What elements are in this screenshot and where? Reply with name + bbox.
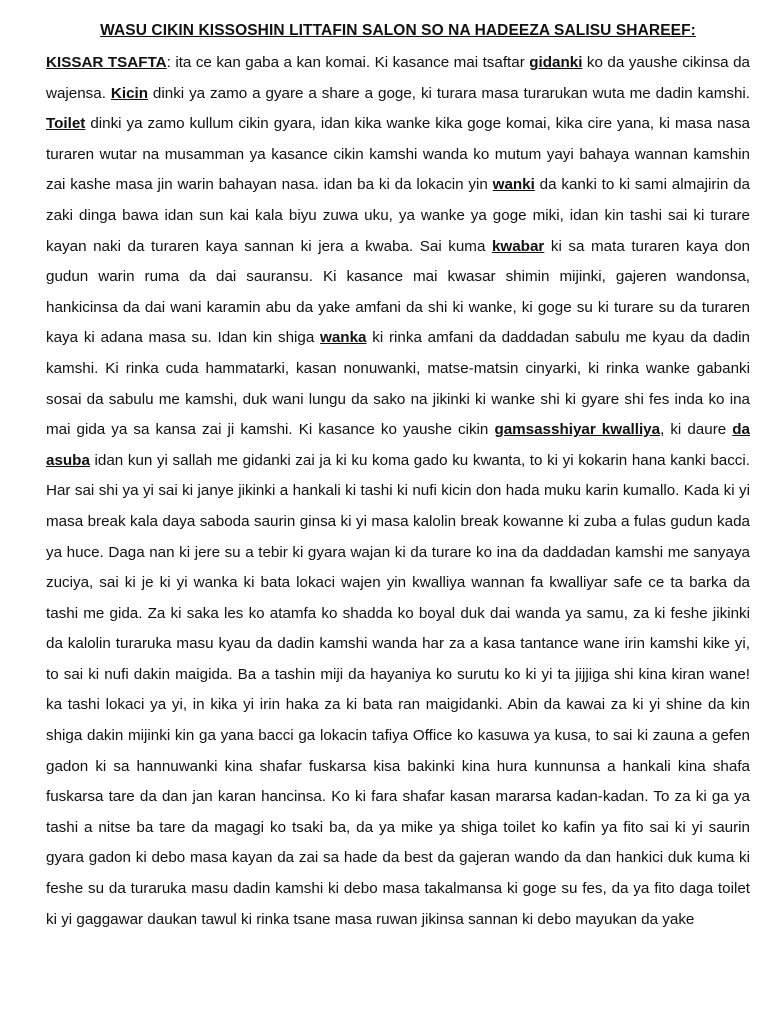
document-body-paragraph [46, 48, 750, 935]
document-page [46, 20, 750, 935]
keyword-term: Toilet [46, 115, 86, 133]
text-run: ko da yaushe cikinsa da wajensa. [46, 54, 750, 102]
text-run: idan kun yi sallah me gidanki zai ja ki ku koma gado ku kwanta, to ki yi kokarin hana kanki bacci. Har sai shi ya yi sai ki janye jikinki a hankali ki tashi ki nufi kicin don hada muku karin kumallo. Kada ki yi masa break kala daya saboda saurin ginsa ki yi masa kalolin break kowanne ki zuba a fulas gudun kada ya huce. Daga nan ki jere su a tebir ki gyara wajan ki da turare ko ina da daddadan kamshi me sanyaya zuciya, sai ki je ki yi wanka ki bata lokaci wajen yin kwalliya wannan fa kwalliyar safe ce ta barka da tashi me gida. Za ki saka les ko atamfa ko shadda ko boyal duk dai wanda ya samu, za ki feshe jikinki da kalolin turaruka masu kyau da dadin kamshi wanda har za a kasa tantance wane irin kamshi kike yi, to sai ki nufi dakin maigida. Ba a tashin miji da hayaniya ko surutu ko ki yi ta jijjiga shi kina kiran wane! ka tashi lokaci ya yi, in kika yi irin haka za ki bata ran maigidanki. Abin da kawai za ki yi shine da kin shiga dakin mijinki kin ga yana bacci ga lokacin tafiya Office ko kasuwa ya kusa, to sai ki zauna a gefen gadon ki sa hannuwanki kina shafar fuskarsa kisa bakinki kina hura kunnunsa a hankali kina shafa fuskarsa tare da dan jan karan hancinsa. Ko ki fara shafar kasan mararsa kadan-kadan. To za ki ga ya tashi a nitse ba tare da magagi ko tsaki ba, da ya mike ya shiga toilet ko kafin ya fito sai ki yi saurin gyara gadon ki debo masa kayan da zai sa hade da best da gajeran wando da dan hankici duk kuma ki feshe su da turaruka masu dadin kamshi ki debo masa takalmansa ki goge su fes, da ya fito daga toilet ki yi gaggawar daukan tawul ki rinka tsane masa ruwan jikinsa sannan ki debo mayukan da yake [46, 451, 750, 928]
keyword-term: KISSAR TSAFTA [46, 54, 167, 71]
keyword-term: kwabar [491, 237, 545, 255]
keyword-term: Kicin [110, 84, 149, 102]
text-run: , ki daure [660, 421, 733, 439]
keyword-term: gidanki [529, 54, 583, 71]
text-run: dinki ya zamo a gyare a share a goge, ki turara masa turarukan wuta me dadin kamshi. [148, 84, 750, 102]
text-run: : ita ce kan gaba a kan komai. Ki kasance mai tsaftar [166, 54, 530, 71]
text-run: ki rinka amfani da daddadan sabulu me kyau da dadin kamshi. Ki rinka cuda hammatarki, kasan nonuwanki, matse-matsin cinyarki, ki rinka wanke gabanki sosai da sabulu me kamshi, duk wani lungu da sako na jikinki ki wanke shi ki gyare shi fes inda ko ina mai gida ya sa kansa zai ji kamshi. Ki kasance ko yaushe cikin [46, 329, 751, 439]
keyword-term: da asuba [46, 421, 750, 469]
keyword-term: wanki [492, 176, 535, 194]
text-run: dinki ya zamo kullum cikin gyara, idan kika wanke kika goge komai, kika cire yana, ki masa nasa turaren wutar na musamman ya kasance cikin kamshi wanda ko mutum yayi bahaya wannan kamshin zai kashe masa jin warin bahayan nasa. idan ba ki da lokacin yin [46, 115, 750, 194]
text-run: da kanki to ki sami almajirin da zaki dinga bawa idan sun kai kala biyu zuwa uku, ya wanke ya goge miki, idan kin tashi sai ki turare kayan naki da turaren kaya sannan ki jera a kwaba. Sai kuma [46, 176, 750, 255]
text-run: ki sa mata turaren kaya don gudun warin ruma da dai sauransu. Ki kasance mai kwasar shimin mijinki, gajeren wandonsa, hankicinsa da dai wani karamin abu da yake amfani da shi ki wanke, ki goge su ki turare su da turaren kaya ki adana masa su. Idan kin shiga [46, 237, 750, 347]
document-title: WASU CIKIN KISSOSHIN LITTAFIN SALON SO NA HADEEZA SALISU SHAREEF: [100, 22, 696, 39]
keyword-term: gamsasshiyar kwalliya [494, 421, 661, 439]
keyword-term: wanka [320, 329, 367, 347]
